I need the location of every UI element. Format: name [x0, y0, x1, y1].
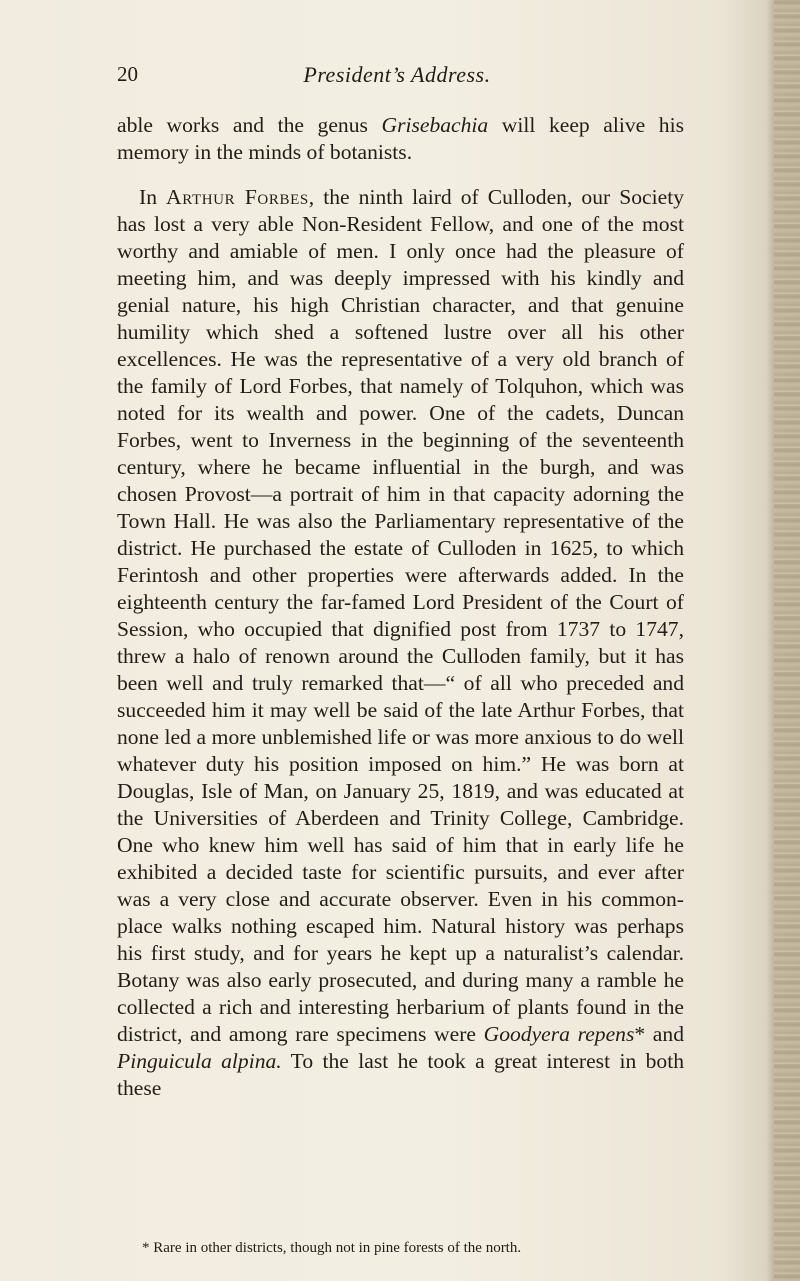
- species-name: Goodyera repens: [483, 1022, 635, 1046]
- page-edge: [774, 0, 800, 1281]
- paragraph-text: and: [645, 1022, 684, 1046]
- genus-name: Grisebachia: [381, 113, 489, 137]
- paragraph-text: able works and the genus: [117, 113, 382, 137]
- page-header: [117, 62, 677, 92]
- paragraph-grisebachia: [117, 112, 684, 166]
- running-title: President’s Address.: [303, 62, 491, 87]
- species-name: Pinguicula alpina.: [117, 1049, 282, 1073]
- person-name: Arthur Forbes: [166, 185, 309, 209]
- page-number: 20: [117, 62, 138, 86]
- paragraph-text: will keep alive his memory in the minds of botanists.: [117, 113, 684, 164]
- paragraph-text: In: [139, 185, 167, 209]
- paragraph-text: , the ninth laird of Culloden, our Society has lost a very able Non-Resident Fellow, and one of the most worthy and amiable of men. I only once had the pleasure of meeting him, and was deeply impressed with his kindly and genial nature, his high Christian character, and that genuine humility which shed a softened lustre over all his other excellences. He was the representative of a very old branch of the family of Lord Forbes, that namely of Tolquhon, which was noted for its wealth and power. One of the cadets, Duncan Forbes, went to Inverness in the beginning of the seventeenth century, where he became influential in the burgh, and was chosen Provost—a portrait of him in that capacity adorning the Town Hall. He was also the Parliamentary representative of the district. He purchased the estate of Culloden in 1625, to which Ferintosh and other properties were afterwards added. In the eighteenth century the far-famed Lord President of the Court of Session, who occupied that dignified post from 1737 to 1747, threw a halo of renown around the Culloden family, but it has been well and truly remarked that—“ of all who preceded and succeeded him it may well be said of the late Arthur Forbes, that none led a more unblemished life or was more anxious to do well whatever duty his position imposed on him.” He was born at Douglas, Isle of Man, on January 25, 1819, and was educated at the Universities of Aberdeen and Trinity College, Cambridge. One who knew him well has said of him that in early life he exhibited a decided taste for scientific pursuits, and ever after was a very close and accurate observer. Even in his common-place walks nothing escaped him. Natural history was perhaps his first study, and for years he kept up a naturalist’s calendar. Botany was also early prosecuted, and during many a ramble he collected a rich and interesting herbarium of plants found in the district, and among rare specimens were: [117, 185, 684, 1046]
- paragraph-text: To the last he took a great interest in both these: [117, 1049, 684, 1100]
- footnote: * Rare in other districts, though not in pine forests of the north.: [142, 1240, 522, 1256]
- paragraph-arthur-forbes: [117, 184, 684, 1102]
- paragraph-spacer: [117, 166, 684, 184]
- body-text: [117, 112, 684, 1102]
- page-edge-shadow: [766, 0, 774, 1281]
- footnote-marker: *: [634, 1022, 646, 1046]
